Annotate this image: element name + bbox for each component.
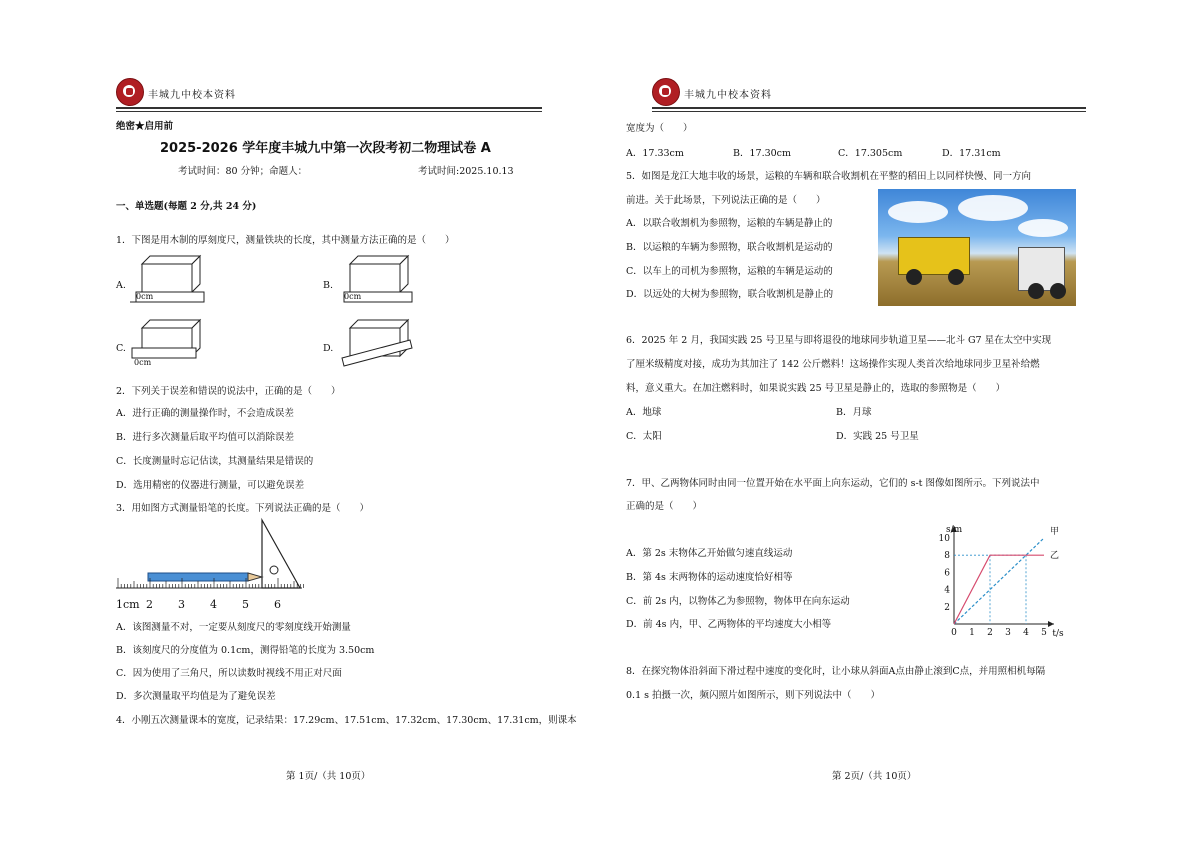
series-line-1 bbox=[954, 555, 1044, 624]
q3-pencil-ruler-figure bbox=[116, 518, 306, 598]
x-axis-arrow bbox=[1048, 621, 1054, 627]
q1-c-ruler-0: 0cm bbox=[134, 358, 152, 367]
question-6-stem-1: 6．2025 年 2 月，我国实践 25 号卫星与即将退役的地球同步轨道卫星——北斗 G7 星在太空中实现 bbox=[626, 335, 1052, 346]
y-tick-label: 10 bbox=[938, 534, 950, 544]
y-tick-label: 6 bbox=[944, 568, 950, 579]
page-header bbox=[116, 78, 542, 108]
question-2-stem: 2．下列关于误差和错误的说法中，正确的是（ ） bbox=[116, 386, 341, 397]
s-t-graph bbox=[930, 520, 1064, 642]
q6-option-b: B．月球 bbox=[836, 407, 872, 418]
q3-ruler-label-1: 1cm bbox=[116, 598, 140, 611]
q6-option-a: A．地球 bbox=[626, 407, 662, 418]
school-logo-icon bbox=[116, 78, 144, 106]
q7-option-a: A．第 2s 末物体乙开始做匀速直线运动 bbox=[626, 548, 793, 559]
question-8-stem-1: 8．在探究物体沿斜面下滑过程中速度的变化时，让小球从斜面A点由静止滚到C点，并用照相机每隔 bbox=[626, 666, 1046, 677]
question-3-stem: 3．用如图方式测量铅笔的长度。下列说法正确的是（ ） bbox=[116, 503, 370, 514]
q1-figure-a bbox=[130, 254, 210, 314]
q6-option-d: D．实践 25 号卫星 bbox=[836, 431, 919, 442]
q2-option-d: D．选用精密的仪器进行测量，可以避免误差 bbox=[116, 480, 305, 491]
x-tick-label: 3 bbox=[1005, 628, 1011, 638]
q4-option-c: C．17.305cm bbox=[838, 148, 903, 159]
q3-ruler-label-3: 3 bbox=[178, 598, 185, 611]
q1-figure-c bbox=[130, 318, 210, 378]
q3-option-b: B．该刻度尺的分度值为 0.1cm，测得铅笔的长度为 3.50cm bbox=[116, 645, 375, 656]
q1-option-d-label: D. bbox=[323, 343, 334, 354]
q1-option-b-label: B. bbox=[323, 280, 334, 291]
q3-option-a: A．该图测量不对，一定要从刻度尺的零刻度线开始测量 bbox=[116, 622, 351, 633]
q1-option-c-label: C. bbox=[116, 343, 126, 354]
header-text: 丰城九中校本资料 bbox=[684, 90, 772, 101]
q6-option-c: C．太阳 bbox=[626, 431, 662, 442]
harvest-photo bbox=[878, 189, 1076, 306]
series-line-0 bbox=[954, 538, 1044, 624]
x-tick-label: 1 bbox=[969, 628, 975, 638]
q7-option-d: D．前 4s 内，甲、乙两物体的平均速度大小相等 bbox=[626, 619, 832, 630]
q4-option-d: D．17.31cm bbox=[942, 148, 1001, 159]
q4-option-b: B．17.30cm bbox=[733, 148, 792, 159]
school-logo-icon bbox=[652, 78, 680, 106]
header-divider bbox=[652, 107, 1086, 109]
q2-option-c: C．长度测量时忘记估读，其测量结果是错误的 bbox=[116, 456, 314, 467]
q5-option-d: D．以远处的大树为参照物，联合收割机是静止的 bbox=[626, 289, 834, 300]
secret-label: 绝密★启用前 bbox=[116, 121, 174, 132]
q1-figure-b bbox=[338, 254, 418, 314]
q1-figure-d bbox=[338, 318, 418, 378]
question-8-stem-2: 0.1 s 拍摄一次，频闪照片如图所示，则下列说法中（ ） bbox=[626, 690, 881, 701]
y-tick-label: 4 bbox=[944, 585, 950, 596]
x-tick-label: 2 bbox=[987, 628, 993, 638]
q3-option-d: D．多次测量取平均值是为了避免误差 bbox=[116, 691, 276, 702]
header-divider-thin bbox=[652, 111, 1086, 112]
question-1-stem: 1．下图是用木制的厚刻度尺，测量铁块的长度，其中测量方法正确的是（ ） bbox=[116, 235, 455, 246]
x-axis-label: t/s bbox=[1052, 629, 1064, 639]
x-tick-label: 0 bbox=[951, 628, 957, 638]
q7-option-b: B．第 4s 末两物体的运动速度恰好相等 bbox=[626, 572, 793, 583]
question-5-stem-2: 前进。关于此场景，下列说法正确的是（ ） bbox=[626, 195, 826, 206]
q3-ruler-label-5: 5 bbox=[242, 598, 249, 611]
q1-option-a-label: A. bbox=[116, 280, 126, 291]
q3-option-c: C．因为使用了三角尺，所以读数时视线不用正对尺面 bbox=[116, 668, 342, 679]
x-tick-label: 5 bbox=[1041, 628, 1047, 638]
q5-option-b: B．以运粮的车辆为参照物，联合收割机是运动的 bbox=[626, 242, 833, 253]
x-tick-label: 4 bbox=[1023, 628, 1029, 638]
page-footer: 第 2页/（共 10页） bbox=[832, 771, 917, 782]
q7-option-c: C．前 2s 内，以物体乙为参照物，物体甲在向东运动 bbox=[626, 596, 850, 607]
q4-continuation: 宽度为（ ） bbox=[626, 123, 693, 134]
exam-duration: 考试时间：80 分钟；命题人： bbox=[178, 166, 308, 177]
question-7-stem-2: 正确的是（ ） bbox=[626, 501, 703, 512]
header-divider-thin bbox=[116, 111, 542, 112]
section-heading: 一、单选题(每题 2 分,共 24 分) bbox=[116, 201, 257, 212]
q3-ruler-label-6: 6 bbox=[274, 598, 281, 611]
q5-option-c: C．以车上的司机为参照物，运粮的车辆是运动的 bbox=[626, 266, 833, 277]
page-footer: 第 1页/（共 10页） bbox=[286, 771, 371, 782]
q4-option-a: A．17.33cm bbox=[626, 148, 684, 159]
question-6-stem-2: 了厘米级精度对接，成功为其加注了 142 公斤燃料！这场操作实现人类首次给地球同步卫星补给燃 bbox=[626, 359, 1040, 370]
q3-ruler-label-2: 2 bbox=[146, 598, 153, 611]
header-divider bbox=[116, 107, 542, 109]
q5-option-a: A．以联合收割机为参照物，运粮的车辆是静止的 bbox=[626, 218, 833, 229]
y-tick-label: 8 bbox=[944, 551, 950, 562]
y-axis-label: s/m bbox=[946, 525, 963, 535]
exam-date: 考试时间:2025.10.13 bbox=[418, 166, 514, 177]
y-tick-label: 2 bbox=[944, 602, 950, 613]
q2-option-a: A．进行正确的测量操作时，不会造成误差 bbox=[116, 408, 294, 419]
series-label-1: 乙 bbox=[1050, 551, 1060, 562]
page-title: 2025-2026 学年度丰城九中第一次段考初二物理试卷 A bbox=[160, 141, 491, 156]
question-4-stem: 4．小刚五次测量课本的宽度，记录结果：17.29cm、17.51cm、17.32cm、17.30cm、17.31cm，则课本 bbox=[116, 715, 577, 726]
page-header bbox=[652, 78, 1086, 108]
question-6-stem-3: 料，意义重大。在加注燃料时，如果说实践 25 号卫星是静止的，选取的参照物是（ ） bbox=[626, 383, 1006, 394]
q1-a-ruler-0: 0cm bbox=[136, 292, 154, 301]
question-7-stem-1: 7．甲、乙两物体同时由同一位置开始在水平面上向东运动，它们的 s-t 图像如图所示。下列说法中 bbox=[626, 478, 1040, 489]
q2-option-b: B．进行多次测量后取平均值可以消除误差 bbox=[116, 432, 294, 443]
q1-b-ruler-0: 0cm bbox=[344, 292, 362, 301]
header-text: 丰城九中校本资料 bbox=[148, 90, 236, 101]
series-label-0: 甲 bbox=[1050, 527, 1060, 537]
question-5-stem-1: 5．如图是龙江大地丰收的场景，运粮的车辆和联合收割机在平整的稻田上以同样快慢、同一方向 bbox=[626, 171, 1032, 182]
q3-ruler-label-4: 4 bbox=[210, 598, 217, 611]
